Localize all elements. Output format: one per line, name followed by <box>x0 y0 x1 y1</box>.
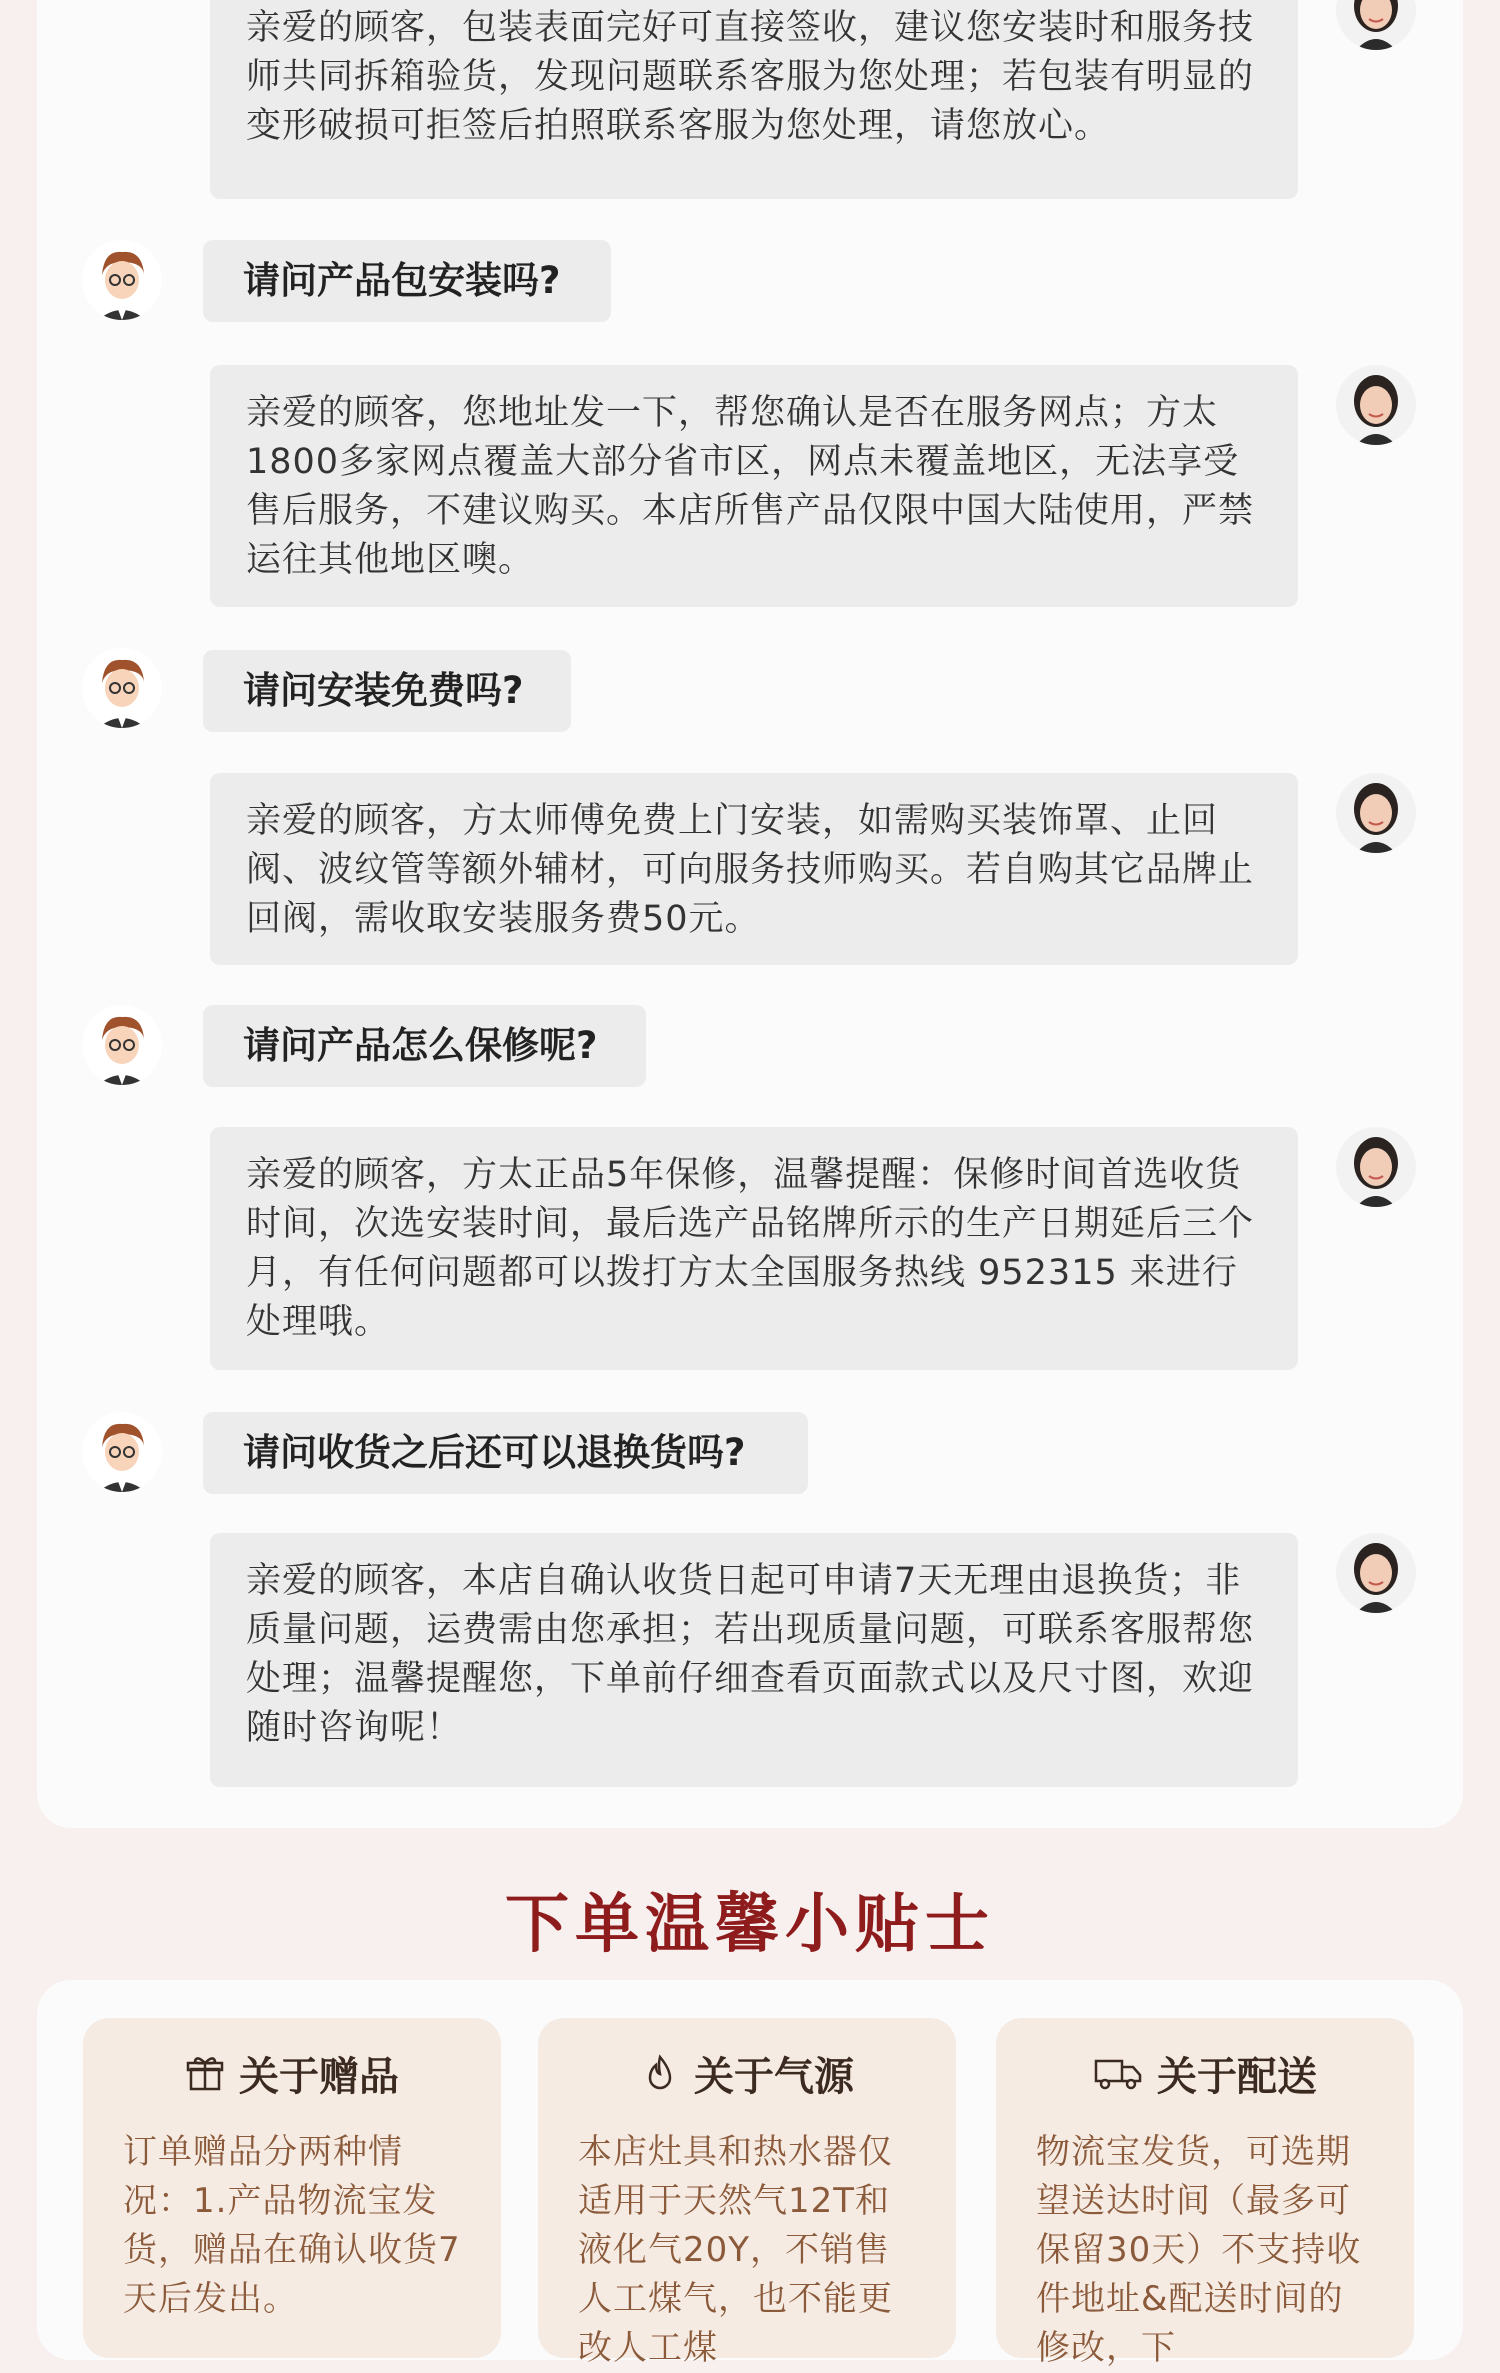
tip-card-delivery <box>996 2018 1414 2368</box>
tip-title: 关于赠品 <box>239 2053 399 2100</box>
answer-bubble: 亲爱的顾客，您地址发一下，帮您确认是否在服务网点；方太1800多家网点覆盖大部分省市区，网点未覆盖地区，无法享受售后服务，不建议购买。本店所售产品仅限中国大陆使用，严禁运往其他地区噢。 <box>210 365 1298 607</box>
question-bubble: 请问产品包安装吗? <box>203 240 611 322</box>
answer-bubble: 亲爱的顾客，本店自确认收货日起可申请7天无理由退换货；非质量问题，运费需由您承担；若出现质量问题，可联系客服帮您处理；温馨提醒您，下单前仔细查看页面款式以及尺寸图，欢迎随时咨询呢！ <box>210 1533 1298 1787</box>
tip-card-gas <box>538 2018 956 2368</box>
tip-header <box>1036 2018 1374 2128</box>
answer-bubble: 亲爱的顾客，方太师傅免费上门安装，如需购买装饰罩、止回阀、波纹管等额外辅材，可向服务技师购买。若自购其它品牌止回阀，需收取安装服务费50元。 <box>210 773 1298 965</box>
gift-icon <box>185 2053 225 2093</box>
tips-title: 下单温馨小贴士 <box>505 1888 995 1962</box>
question-bubble: 请问产品怎么保修呢? <box>203 1005 646 1087</box>
tip-card-gift <box>83 2018 501 2358</box>
tip-title: 关于配送 <box>1157 2053 1317 2100</box>
agent-avatar <box>1336 773 1416 853</box>
truck-icon <box>1093 2053 1143 2093</box>
agent-avatar <box>1336 1127 1416 1207</box>
customer-avatar <box>82 648 162 728</box>
answer-bubble: 亲爱的顾客，包装表面完好可直接签收，建议您安装时和服务技师共同拆箱验货，发现问题联系客服为您处理；若包装有明显的变形破损可拒签后拍照联系客服为您处理，请您放心。 <box>210 0 1298 199</box>
customer-avatar <box>82 240 162 320</box>
tip-title: 关于气源 <box>694 2053 854 2100</box>
agent-avatar <box>1336 1533 1416 1613</box>
customer-avatar <box>82 1005 162 1085</box>
tip-header <box>123 2018 461 2128</box>
flame-icon <box>640 2053 680 2093</box>
tip-text: 订单赠品分两种情况：1.产品物流宝发货，赠品在确认收货7天后发出。 <box>123 2132 461 2319</box>
customer-avatar <box>82 1412 162 1492</box>
question-bubble: 请问安装免费吗? <box>203 650 571 732</box>
tip-header <box>578 2018 916 2128</box>
answer-bubble: 亲爱的顾客，方太正品5年保修，温馨提醒：保修时间首选收货时间，次选安装时间，最后选产品铭牌所示的生产日期延后三个月，有任何问题都可以拨打方太全国服务热线 952315 来进行处理哦。 <box>210 1127 1298 1370</box>
agent-avatar <box>1336 365 1416 445</box>
tip-text: 本店灶具和热水器仅适用于天然气12T和液化气20Y，不销售人工煤气，也不能更改人工煤 <box>578 2132 893 2368</box>
tip-text: 物流宝发货，可选期望送达时间（最多可保留30天）不支持收件地址&配送时间的修改，下 <box>1036 2132 1362 2368</box>
question-bubble: 请问收货之后还可以退换货吗? <box>203 1412 808 1494</box>
